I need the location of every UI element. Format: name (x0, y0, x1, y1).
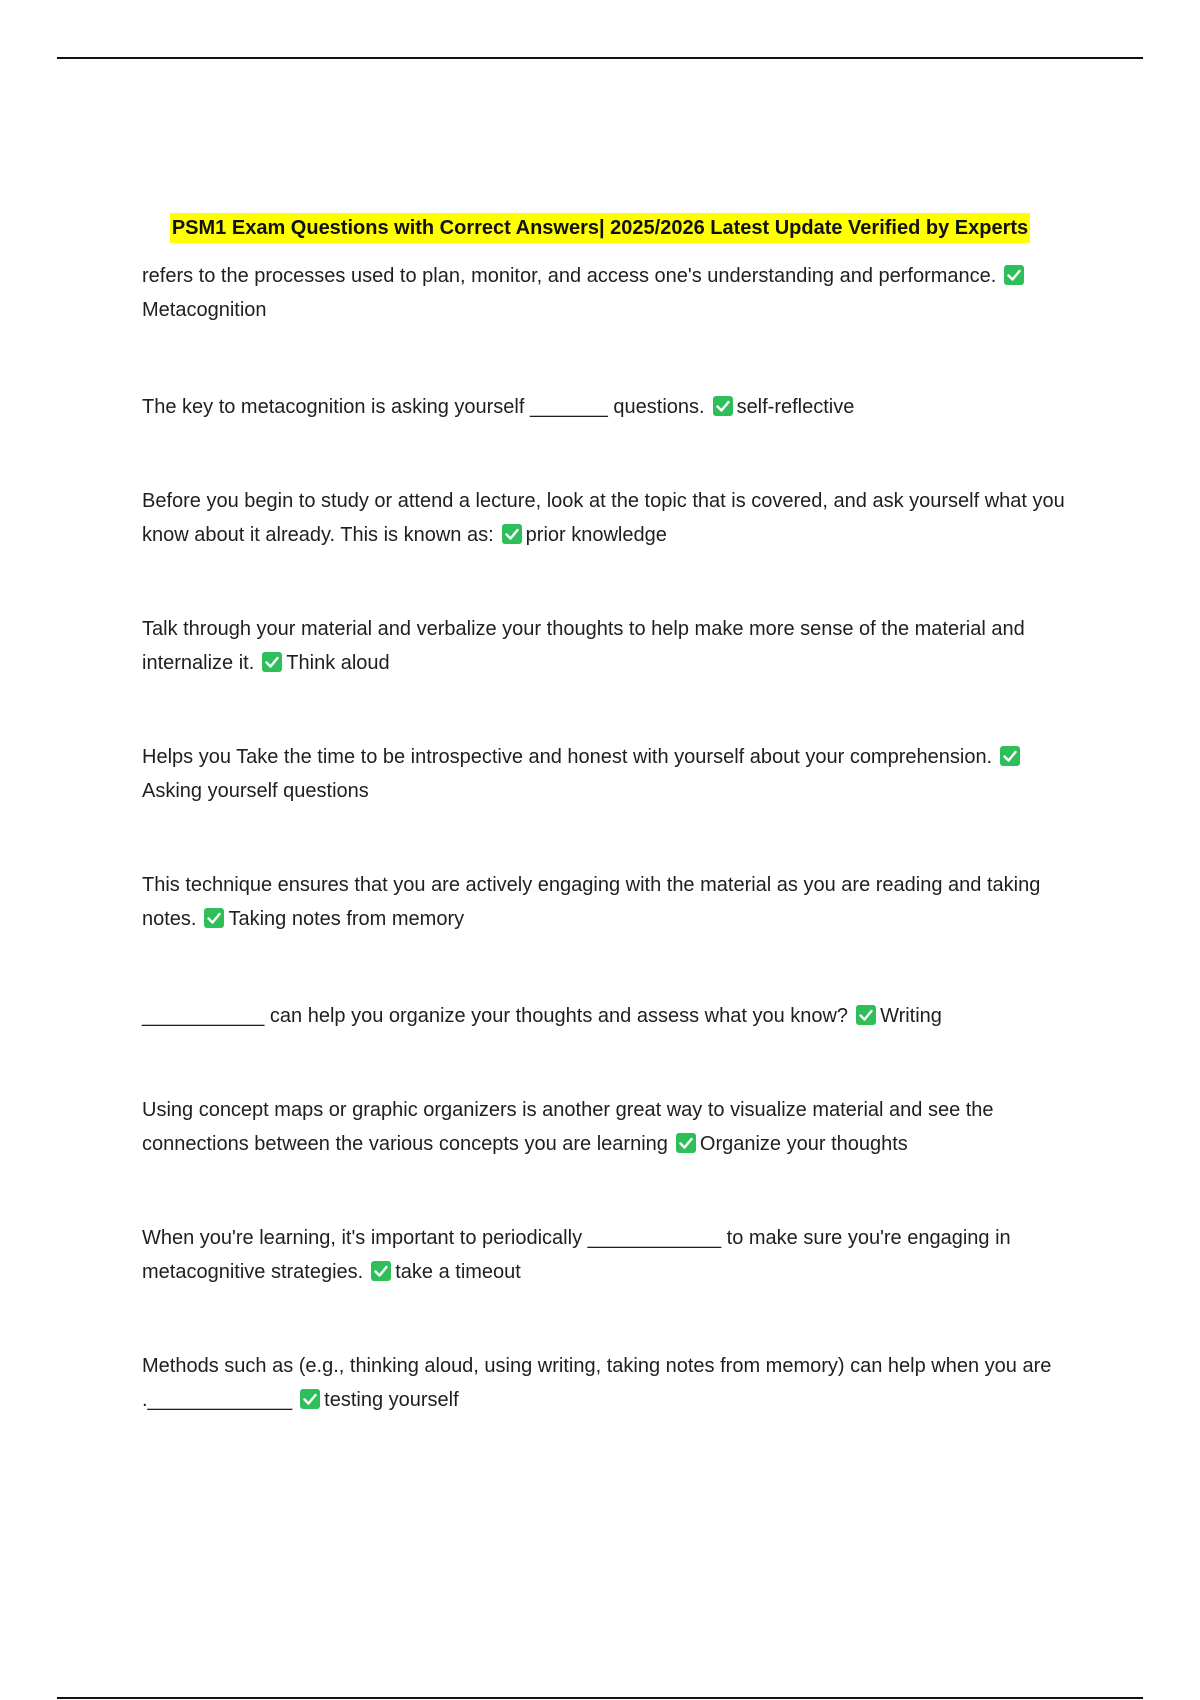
answer-text: Taking notes from memory (228, 908, 465, 930)
question-text: Talk through your material and verbalize your thoughts to help make more sense of the material and internalize it. (142, 618, 1025, 674)
answer-text: prior knowledge (525, 524, 667, 546)
title-block (0, 213, 1200, 243)
qa-item (142, 484, 1082, 552)
check-icon (300, 1389, 320, 1409)
question-text: When you're learning, it's important to periodically ____________ to make sure you're engaging in metacognitive strategies. (142, 1227, 1011, 1283)
check-icon (856, 1005, 876, 1025)
answer-text: take a timeout (395, 1261, 521, 1283)
question-text: Methods such as (e.g., thinking aloud, using writing, taking notes from memory) can help when you are ._____________ (142, 1355, 1052, 1411)
check-icon (1004, 265, 1024, 285)
answer-text: self-reflective (736, 396, 855, 418)
qa-item (142, 1221, 1082, 1289)
answer-text: Writing (880, 1005, 942, 1027)
question-text: This technique ensures that you are actively engaging with the material as you are reading and taking notes. (142, 874, 1041, 930)
check-icon (262, 652, 282, 672)
qa-item (142, 868, 1082, 936)
qa-item (142, 612, 1082, 680)
qa-item (142, 259, 1082, 327)
answer-text: Metacognition (142, 299, 267, 321)
answer-text: Think aloud (286, 652, 390, 674)
check-icon (502, 524, 522, 544)
answer-text: testing yourself (324, 1389, 459, 1411)
check-icon (676, 1133, 696, 1153)
bottom-rule (57, 1697, 1143, 1699)
qa-item (142, 1349, 1082, 1417)
question-text: The key to metacognition is asking yourself _______ questions. (142, 396, 705, 418)
question-text: ___________ can help you organize your thoughts and assess what you know? (142, 1005, 849, 1027)
question-text: refers to the processes used to plan, monitor, and access one's understanding and performance. (142, 265, 997, 287)
check-icon (1000, 746, 1020, 766)
answer-text: Asking yourself questions (142, 780, 369, 802)
check-icon (713, 396, 733, 416)
qa-item (142, 390, 1082, 424)
question-text: Before you begin to study or attend a lecture, look at the topic that is covered, and ask yourself what you know about it already. This is known as: (142, 490, 1065, 546)
qa-item (142, 740, 1082, 808)
top-rule (57, 57, 1143, 59)
question-text: Helps you Take the time to be introspective and honest with yourself about your comprehension. (142, 746, 993, 768)
check-icon (371, 1261, 391, 1281)
question-text: Using concept maps or graphic organizers is another great way to visualize material and see the connections between the various concepts you are learning (142, 1099, 994, 1155)
answer-text: Organize your thoughts (699, 1133, 908, 1155)
qa-item (142, 999, 1082, 1033)
document-title: PSM1 Exam Questions with Correct Answers| 2025/2026 Latest Update Verified by Experts (170, 213, 1030, 243)
qa-item (142, 1093, 1082, 1161)
check-icon (204, 908, 224, 928)
